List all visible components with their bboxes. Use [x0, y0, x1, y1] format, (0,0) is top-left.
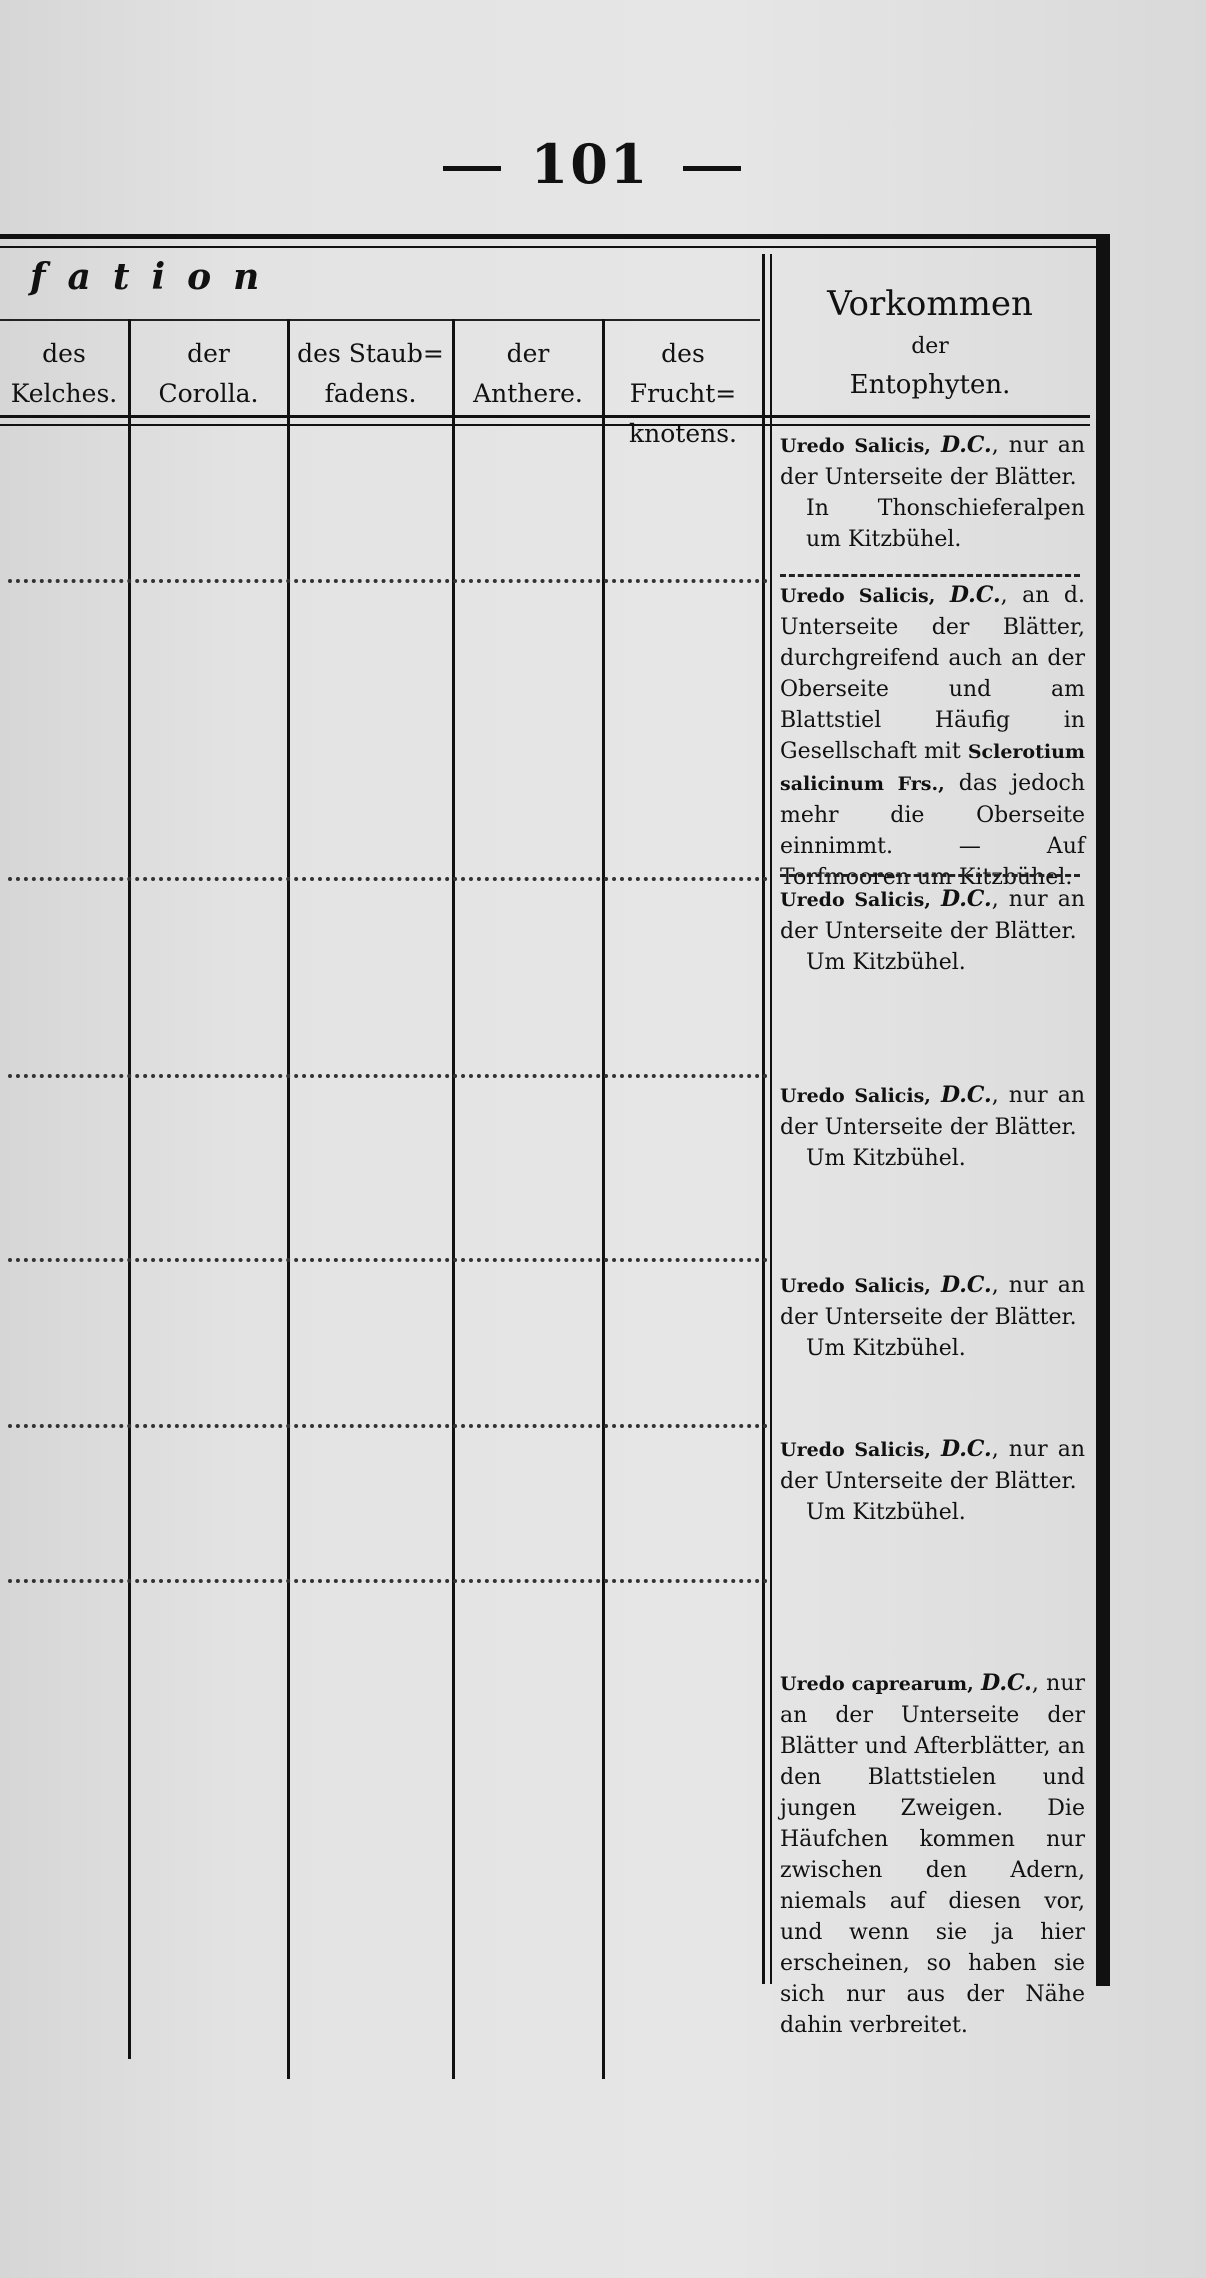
entry-author: D.C. [940, 1272, 992, 1298]
entry [780, 1434, 1085, 1528]
entry-text: , an d. Unterseite der Blätter, durchgreifend auch an der Oberseite und am Blattstiel Häufig in Gesellschaft mit [780, 583, 1086, 764]
entry-text: , nur an der Unterseite der Blätter. [780, 887, 1085, 944]
vorkommen-entophyten: Entophyten. [849, 370, 1011, 400]
entry-author: D.C. [981, 1670, 1032, 1696]
entry-text: , nur an der Unterseite der Blätter. [780, 433, 1085, 490]
header-title: fation [30, 256, 282, 298]
entry-locality: In Thonschieferalpen um Kitzbühel. [806, 496, 1085, 552]
column-header-fruchtknotens [604, 334, 762, 454]
column-header-staubfadens [289, 334, 452, 414]
entry-text: , nur an der Unterseite der Blätter. [780, 1083, 1085, 1140]
vorkommen-title: Vorkommen [827, 284, 1033, 324]
row-separator-dots [8, 579, 768, 583]
entry-latin: Uredo Salicis, [780, 1085, 931, 1107]
column-divider-thin [770, 254, 772, 1984]
header-bottom-rule [0, 415, 1090, 418]
column-header-kelches [0, 334, 128, 414]
entry-author: D.C. [940, 1082, 992, 1108]
entry-locality: Um Kitzbühel. [806, 950, 966, 975]
entry-latin: Uredo Salicis, [780, 1439, 931, 1461]
entry-author: D.C. [940, 886, 992, 912]
column-divider [762, 254, 765, 1984]
entry-latin: Uredo Salicis, [780, 435, 931, 457]
entry-locality: Um Kitzbühel. [806, 1146, 966, 1171]
entry [780, 430, 1085, 555]
header-rule [0, 319, 760, 321]
entry-author: D.C. [940, 1436, 992, 1462]
entry-locality: Um Kitzbühel. [806, 1500, 966, 1525]
column-header-line: des Frucht= [629, 339, 737, 408]
entry-latin: Uredo Salicis, [780, 889, 931, 911]
column-header-corolla [130, 334, 287, 414]
table-frame [0, 234, 1114, 2038]
right-rule [1096, 234, 1110, 1986]
entry [780, 1270, 1085, 1364]
column-header-line: Kelches. [10, 379, 118, 408]
entry [780, 1080, 1085, 1174]
entry-text: , nur an der Unterseite der Blätter. [780, 1437, 1085, 1494]
column-header-anthere [454, 334, 602, 414]
column-header-line: der [506, 339, 550, 368]
column-divider [602, 319, 605, 2079]
column-header-line: des Staub= [297, 339, 444, 368]
entry-locality: Um Kitzbühel. [806, 1336, 966, 1361]
entry-latin: Uredo caprearum, [780, 1673, 974, 1695]
page-number-dash-right [683, 166, 741, 171]
column-header-line: der [187, 339, 230, 368]
entry-latin: Uredo Salicis, [780, 1275, 931, 1297]
column-divider [287, 319, 290, 2079]
entry-author: D.C. [940, 432, 992, 458]
column-header-line: des [42, 339, 86, 368]
vorkommen-sub: der [911, 334, 949, 359]
entry [780, 1668, 1085, 2041]
column-header-line: Corolla. [158, 379, 259, 408]
row-separator-dots [8, 1579, 768, 1583]
entry-latin: Uredo Salicis, [780, 585, 936, 607]
entry [780, 580, 1085, 893]
entry-author: D.C. [949, 582, 1001, 608]
row-separator-dots [8, 1258, 768, 1262]
entry-text: , nur an der Unterseite der Blätter. [780, 1273, 1085, 1330]
column-header-line: fadens. [324, 379, 417, 408]
entry-text: das jedoch mehr die Oberseite einnimmt. — Auf Torfmooren um Kitzbühel. [780, 771, 1085, 890]
row-separator-dots [8, 877, 768, 881]
entry-latin: Sclerotium salicinum Frs., [780, 741, 1086, 795]
column-divider [452, 319, 455, 2079]
row-separator-dots [8, 1424, 768, 1428]
page-number: 101 [530, 132, 650, 196]
top-rule-thin [0, 246, 1098, 248]
row-separator-dots [8, 1074, 768, 1078]
entry-separator [780, 574, 1080, 577]
entry-separator [780, 874, 1080, 877]
column-header-line: knotens. [628, 419, 738, 448]
top-rule [0, 234, 1098, 239]
column-header-line: Anthere. [473, 379, 583, 408]
entry-text: , nur an der Unterseite der Blätter und Afterblätter, an den Blattstielen und jungen Zweigen. Die Häufchen kommen nur zwischen den Adern, niemals auf diesen vor, und wenn sie ja hier erscheinen, so haben sie sich nur aus der Nähe dahin verbreitet. [780, 1671, 1086, 2038]
entry [780, 884, 1085, 978]
header-bottom-rule-thin [0, 424, 1090, 426]
